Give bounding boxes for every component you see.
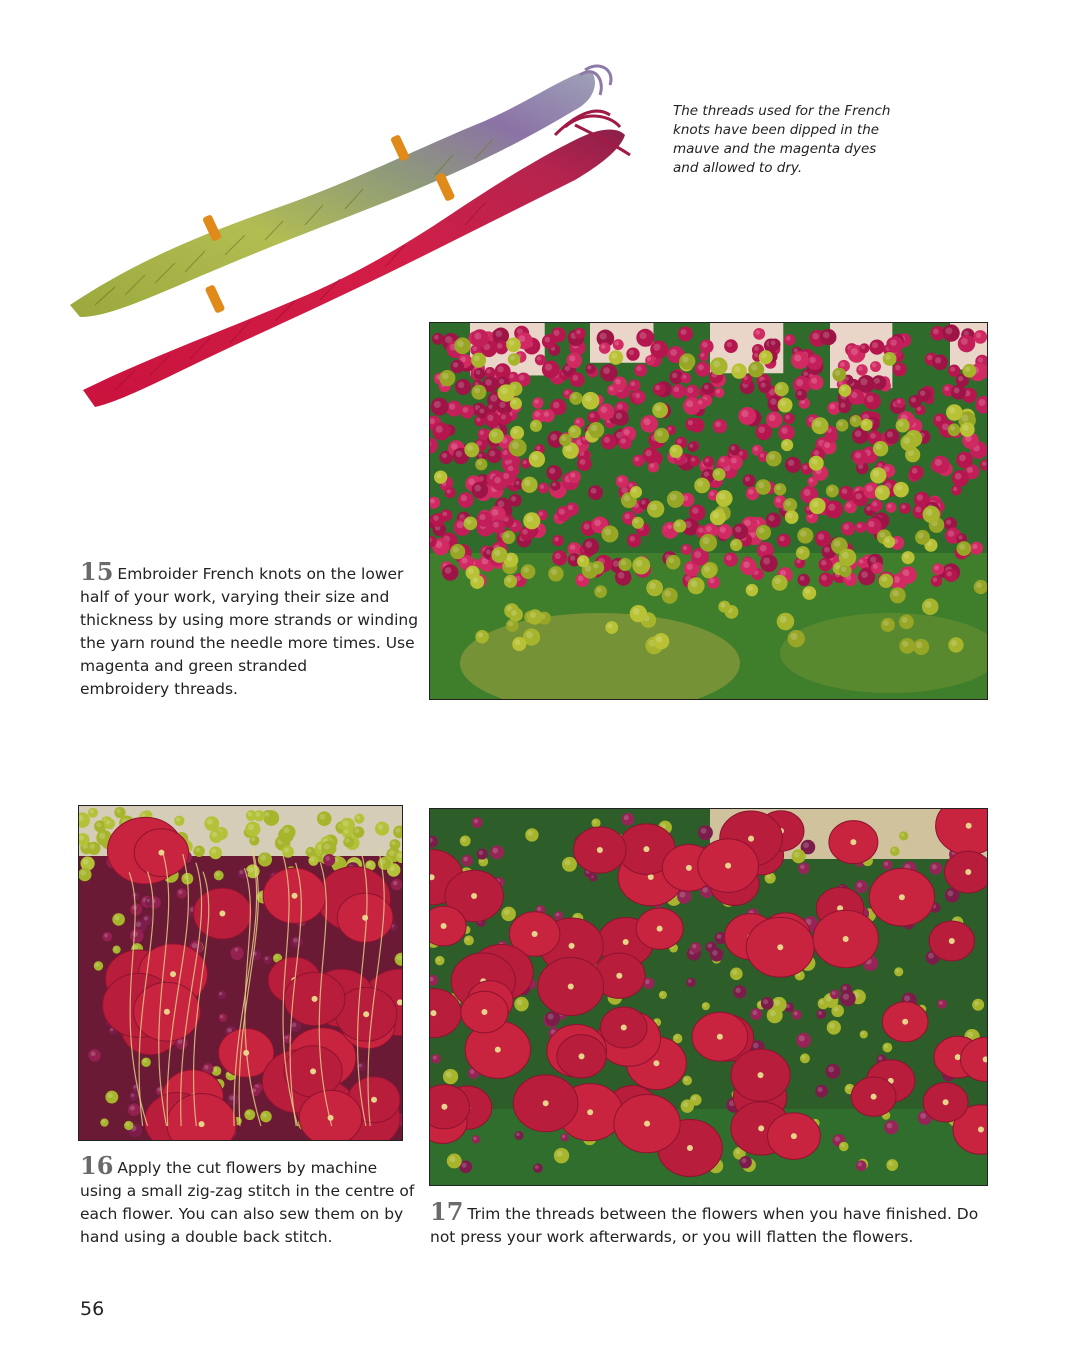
step-number: 15	[80, 557, 114, 586]
caption-line: mauve and the magenta dyes	[673, 141, 877, 157]
step-15	[80, 557, 420, 701]
french-knots-photo	[429, 322, 988, 700]
step-line: magenta and green stranded	[80, 657, 308, 675]
step-line: embroidery threads.	[80, 680, 238, 698]
step-number: 16	[80, 1151, 114, 1180]
step-16	[80, 1151, 420, 1249]
step-line: not press your work afterwards, or you will flatten the flowers.	[430, 1228, 914, 1246]
step-line: using a small zig-zag stitch in the centre of	[80, 1182, 415, 1200]
step-line: the yarn round the needle more times. Use	[80, 634, 415, 652]
caption-line: and allowed to dry.	[673, 160, 803, 176]
step-17	[430, 1197, 1010, 1249]
applied-flowers-photo	[78, 805, 403, 1141]
step-number: 17	[430, 1197, 464, 1226]
step-line: Trim the threads between the flowers when you have finished. Do	[467, 1205, 979, 1223]
step-line: thickness by using more strands or winding	[80, 611, 419, 629]
step-line: half of your work, varying their size and	[80, 588, 390, 606]
finished-flowers-photo	[429, 808, 988, 1186]
step-line: Apply the cut flowers by machine	[117, 1159, 378, 1177]
step-line: each flower. You can also sew them on by	[80, 1205, 404, 1223]
step-line: hand using a double back stitch.	[80, 1228, 333, 1246]
caption-line: knots have been dipped in the	[673, 122, 880, 138]
page-number: 56	[80, 1298, 105, 1320]
step-line: Embroider French knots on the lower	[117, 565, 404, 583]
caption-line: The threads used for the French	[673, 103, 891, 119]
thread-caption	[673, 102, 903, 178]
